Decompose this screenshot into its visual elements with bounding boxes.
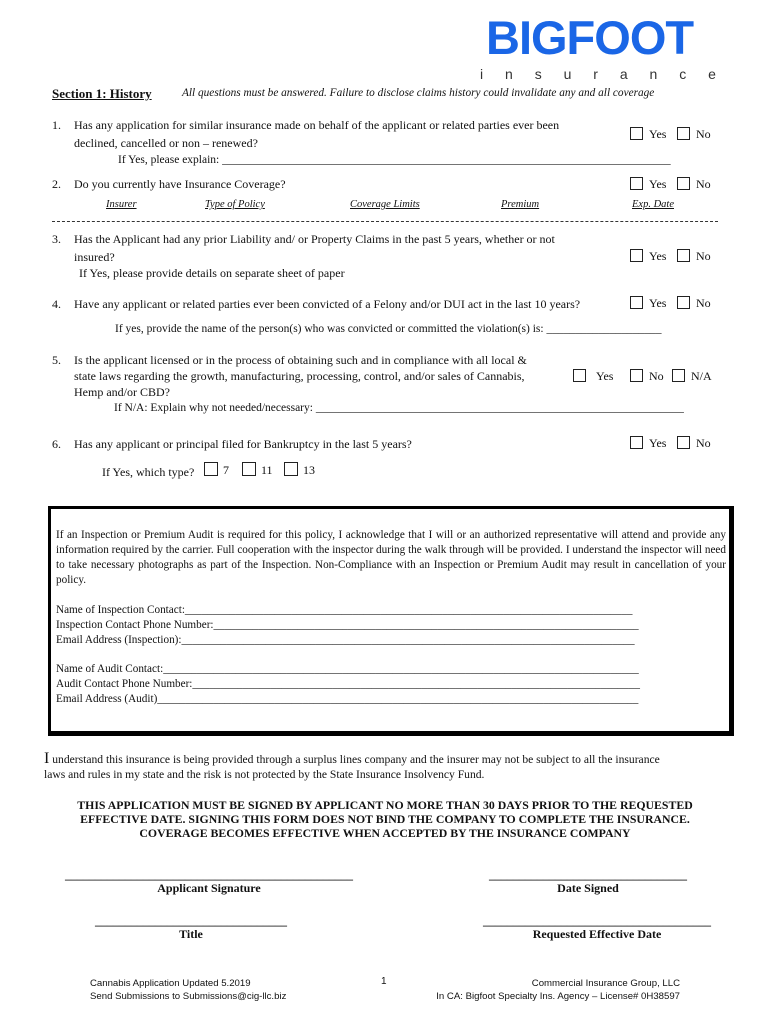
date-signed-label: Date Signed xyxy=(557,881,619,895)
q2-no-option[interactable]: No xyxy=(677,177,711,192)
q4-text: Have any applicant or related parties ever been convicted of a Felony and/or DUI act in the last 10 years? xyxy=(74,297,581,311)
q1-text-line2: declined, cancelled or non – renewed? xyxy=(74,136,258,150)
footer-submissions: Send Submissions to Submissions@cig-llc.biz xyxy=(90,991,287,1002)
audit-email-field[interactable]: Email Address (Audit)______________________________________________________________________________________ xyxy=(56,693,639,705)
notice-line2: EFFECTIVE DATE. SIGNING THIS FORM DOES NOT BIND THE COMPANY TO COMPLETE THE INSURANCE. xyxy=(80,812,690,826)
surplus-statement-line1: I understand this insurance is being provided through a surplus lines company and the insurer may not be subject to all the insurance xyxy=(44,750,660,767)
q6-type-label: If Yes, which type? xyxy=(102,465,195,479)
checkbox[interactable] xyxy=(630,436,643,449)
page-number: 1 xyxy=(381,976,387,987)
requested-effective-date-line[interactable]: ______________________________________ xyxy=(483,914,711,928)
q5-explain-field[interactable]: If N/A: Explain why not needed/necessary: ________________________________________________________________ xyxy=(114,402,684,414)
q3-text-line2: insured? xyxy=(74,250,115,264)
col-premium: Premium xyxy=(501,199,540,210)
col-insurer: Insurer xyxy=(106,199,137,210)
q2-number: 2. xyxy=(52,177,61,191)
date-signed-line[interactable]: _________________________________ xyxy=(489,868,687,882)
q5-number: 5. xyxy=(52,353,61,367)
title-label: Title xyxy=(179,927,203,941)
logo-insurance-text: i n s u r a n c e xyxy=(480,66,716,82)
checkbox[interactable] xyxy=(242,462,256,476)
q2-text: Do you currently have Insurance Coverage? xyxy=(74,177,286,191)
checkbox[interactable] xyxy=(284,462,298,476)
inspection-email-field[interactable]: Email Address (Inspection):_________________________________________________________________________________ xyxy=(56,634,635,646)
checkbox[interactable] xyxy=(677,127,690,140)
q1-text-line1: Has any application for similar insurance made on behalf of the applicant or related parties ever been xyxy=(74,118,560,132)
inspection-contact-phone-field[interactable]: Inspection Contact Phone Number:____________________________________________________________________________ xyxy=(56,619,639,631)
q4-no-option[interactable]: No xyxy=(677,296,711,311)
applicant-signature-label: Applicant Signature xyxy=(157,881,261,895)
footer-updated: Cannabis Application Updated 5.2019 xyxy=(90,978,251,989)
audit-contact-name-field[interactable]: Name of Audit Contact:_____________________________________________________________________________________ xyxy=(56,663,639,675)
q3-text-line3: If Yes, please provide details on separate sheet of paper xyxy=(79,266,345,280)
col-coverage-limits: Coverage Limits xyxy=(350,199,420,210)
q1-yes-option[interactable]: Yes xyxy=(630,127,666,142)
checkbox[interactable] xyxy=(677,436,690,449)
title-line[interactable]: ________________________________ xyxy=(95,914,287,928)
bankruptcy-type-7[interactable]: 7 xyxy=(204,462,229,478)
q1-no-option[interactable]: No xyxy=(677,127,711,142)
inspection-contact-name-field[interactable]: Name of Inspection Contact:________________________________________________________________________________ xyxy=(56,604,633,616)
q1-number: 1. xyxy=(52,118,61,132)
q5-no-option[interactable]: No xyxy=(630,369,664,384)
q3-yes-option[interactable]: Yes xyxy=(630,249,666,264)
checkbox[interactable] xyxy=(630,249,643,262)
checkbox[interactable] xyxy=(677,249,690,262)
bankruptcy-type-13[interactable]: 13 xyxy=(284,462,315,478)
q6-no-option[interactable]: No xyxy=(677,436,711,451)
q4-followup-field[interactable]: If yes, provide the name of the person(s) who was convicted or committed the violation(s) is: ____________________ xyxy=(115,323,662,335)
footer-company: Commercial Insurance Group, LLC xyxy=(531,978,680,989)
footer-license: In CA: Bigfoot Specialty Ins. Agency – License# 0H38597 xyxy=(436,991,680,1002)
q4-number: 4. xyxy=(52,297,61,311)
q6-text: Has any applicant or principal filed for Bankruptcy in the last 5 years? xyxy=(74,437,412,451)
inspection-contact-fields xyxy=(56,603,726,648)
checkbox[interactable] xyxy=(204,462,218,476)
requested-effective-date-label: Requested Effective Date xyxy=(532,927,662,941)
q5-na-option[interactable]: N/A xyxy=(672,369,712,384)
q3-no-option[interactable]: No xyxy=(677,249,711,264)
checkbox[interactable] xyxy=(630,296,643,309)
section-title: Section 1: History xyxy=(52,86,152,101)
checkbox[interactable] xyxy=(677,296,690,309)
q1-explain-field[interactable]: If Yes, please explain: ______________________________________________________________________________ xyxy=(118,154,671,166)
q3-number: 3. xyxy=(52,232,61,246)
inspection-paragraph: If an Inspection or Premium Audit is required for this policy, I acknowledge that I will or an authorized representative will attend and provide any information required by the carrier. Full cooperation with the inspector during the walk through will be provided. I understand the inspector will need to take necessary photographs as part of the Inspection. Non-Compliance with an Inspection or Premium Audit may result in cancellation of your policy. xyxy=(56,529,726,586)
checkbox[interactable] xyxy=(630,127,643,140)
checkbox[interactable] xyxy=(573,369,586,382)
audit-contact-phone-field[interactable]: Audit Contact Phone Number:________________________________________________________________________________ xyxy=(56,678,640,690)
audit-contact-fields xyxy=(56,662,726,707)
coverage-entry-line[interactable] xyxy=(52,221,718,222)
surplus-statement-line2: laws and rules in my state and the risk is not protected by the State Insurance Insolvency Fund. xyxy=(44,768,485,781)
notice-line1: THIS APPLICATION MUST BE SIGNED BY APPLICANT NO MORE THAN 30 DAYS PRIOR TO THE REQUESTED xyxy=(77,798,693,812)
q6-yes-option[interactable]: Yes xyxy=(630,436,666,451)
q5-text-line3: Hemp and/or CBD? xyxy=(74,385,170,399)
q3-text-line1: Has the Applicant had any prior Liability and/ or Property Claims in the past 5 years, whether or not xyxy=(74,232,555,246)
col-exp-date: Exp. Date xyxy=(632,199,674,210)
q2-yes-option[interactable]: Yes xyxy=(630,177,666,192)
q5-text-line1: Is the applicant licensed or in the process of obtaining such and in compliance with all local & xyxy=(74,353,527,367)
q5-text-line2: state laws regarding the growth, manufacturing, processing, control, and/or sales of Cannabis, xyxy=(74,369,525,383)
checkbox[interactable] xyxy=(677,177,690,190)
section-note: All questions must be answered. Failure to disclose claims history could invalidate any and all coverage xyxy=(182,87,655,99)
bigfoot-logo: BIGFOOT xyxy=(486,11,694,64)
q4-yes-option[interactable]: Yes xyxy=(630,296,666,311)
checkbox[interactable] xyxy=(630,177,643,190)
q6-number: 6. xyxy=(52,437,61,451)
col-type-of-policy: Type of Policy xyxy=(205,199,265,210)
bankruptcy-type-11[interactable]: 11 xyxy=(242,462,273,478)
notice-line3: COVERAGE BECOMES EFFECTIVE WHEN ACCEPTED BY THE INSURANCE COMPANY xyxy=(139,826,631,840)
q5-yes-option[interactable]: Yes xyxy=(573,369,613,384)
applicant-signature-line[interactable]: ________________________________________________ xyxy=(65,868,353,882)
checkbox[interactable] xyxy=(672,369,685,382)
checkbox[interactable] xyxy=(630,369,643,382)
